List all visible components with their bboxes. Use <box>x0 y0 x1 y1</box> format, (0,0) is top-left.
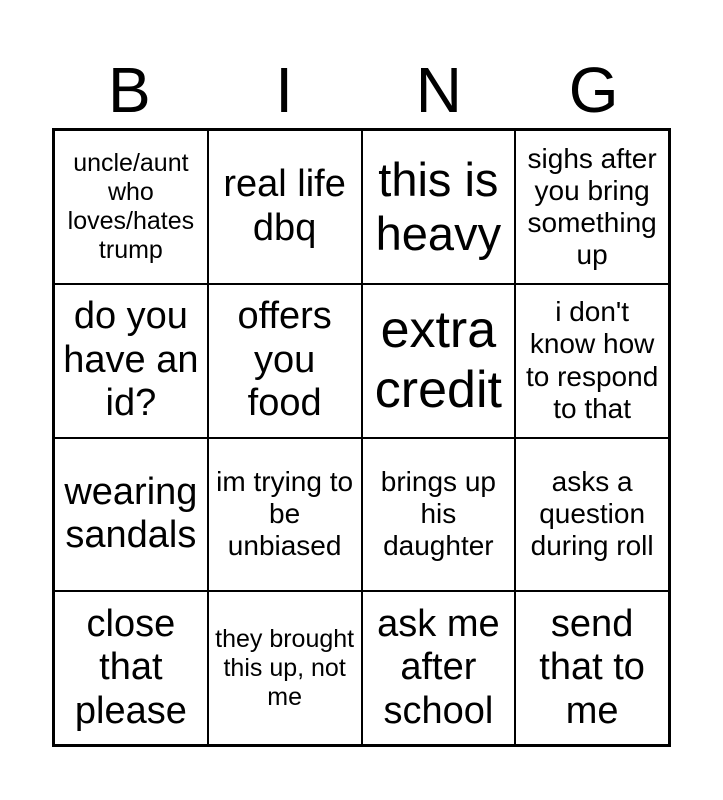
bingo-cell-r1-c1[interactable]: uncle/aunt who loves/hates trump <box>54 130 208 284</box>
bingo-cell-r2-c1[interactable]: do you have an id? <box>54 284 208 438</box>
bingo-cell-r3-c3[interactable]: brings up his daughter <box>362 438 516 592</box>
bingo-cell-r1-c3[interactable]: this is heavy <box>362 130 516 284</box>
bingo-cell-r1-c4[interactable]: sighs after you bring something up <box>515 130 669 284</box>
bingo-cell-r4-c1[interactable]: close that please <box>54 591 208 745</box>
bingo-cell-r2-c4[interactable]: i don't know how to respond to that <box>515 284 669 438</box>
bingo-cell-r1-c2[interactable]: real life dbq <box>208 130 362 284</box>
header-letter-n: N <box>415 54 462 126</box>
bingo-cell-r4-c2[interactable]: they brought this up, not me <box>208 591 362 745</box>
bingo-header <box>52 55 671 125</box>
header-letter-g: G <box>568 54 619 126</box>
bingo-cell-r2-c2[interactable]: offers you food <box>208 284 362 438</box>
bingo-cell-r4-c3[interactable]: ask me after school <box>362 591 516 745</box>
header-letter-i: I <box>275 54 294 126</box>
header-letter-b: B <box>108 54 151 126</box>
bingo-cell-r3-c1[interactable]: wearing sandals <box>54 438 208 592</box>
bingo-board <box>52 128 671 747</box>
bingo-cell-r2-c3[interactable]: extra credit <box>362 284 516 438</box>
bingo-cell-r3-c2[interactable]: im trying to be unbiased <box>208 438 362 592</box>
bingo-cell-r4-c4[interactable]: send that to me <box>515 591 669 745</box>
bingo-cell-r3-c4[interactable]: asks a question during roll <box>515 438 669 592</box>
